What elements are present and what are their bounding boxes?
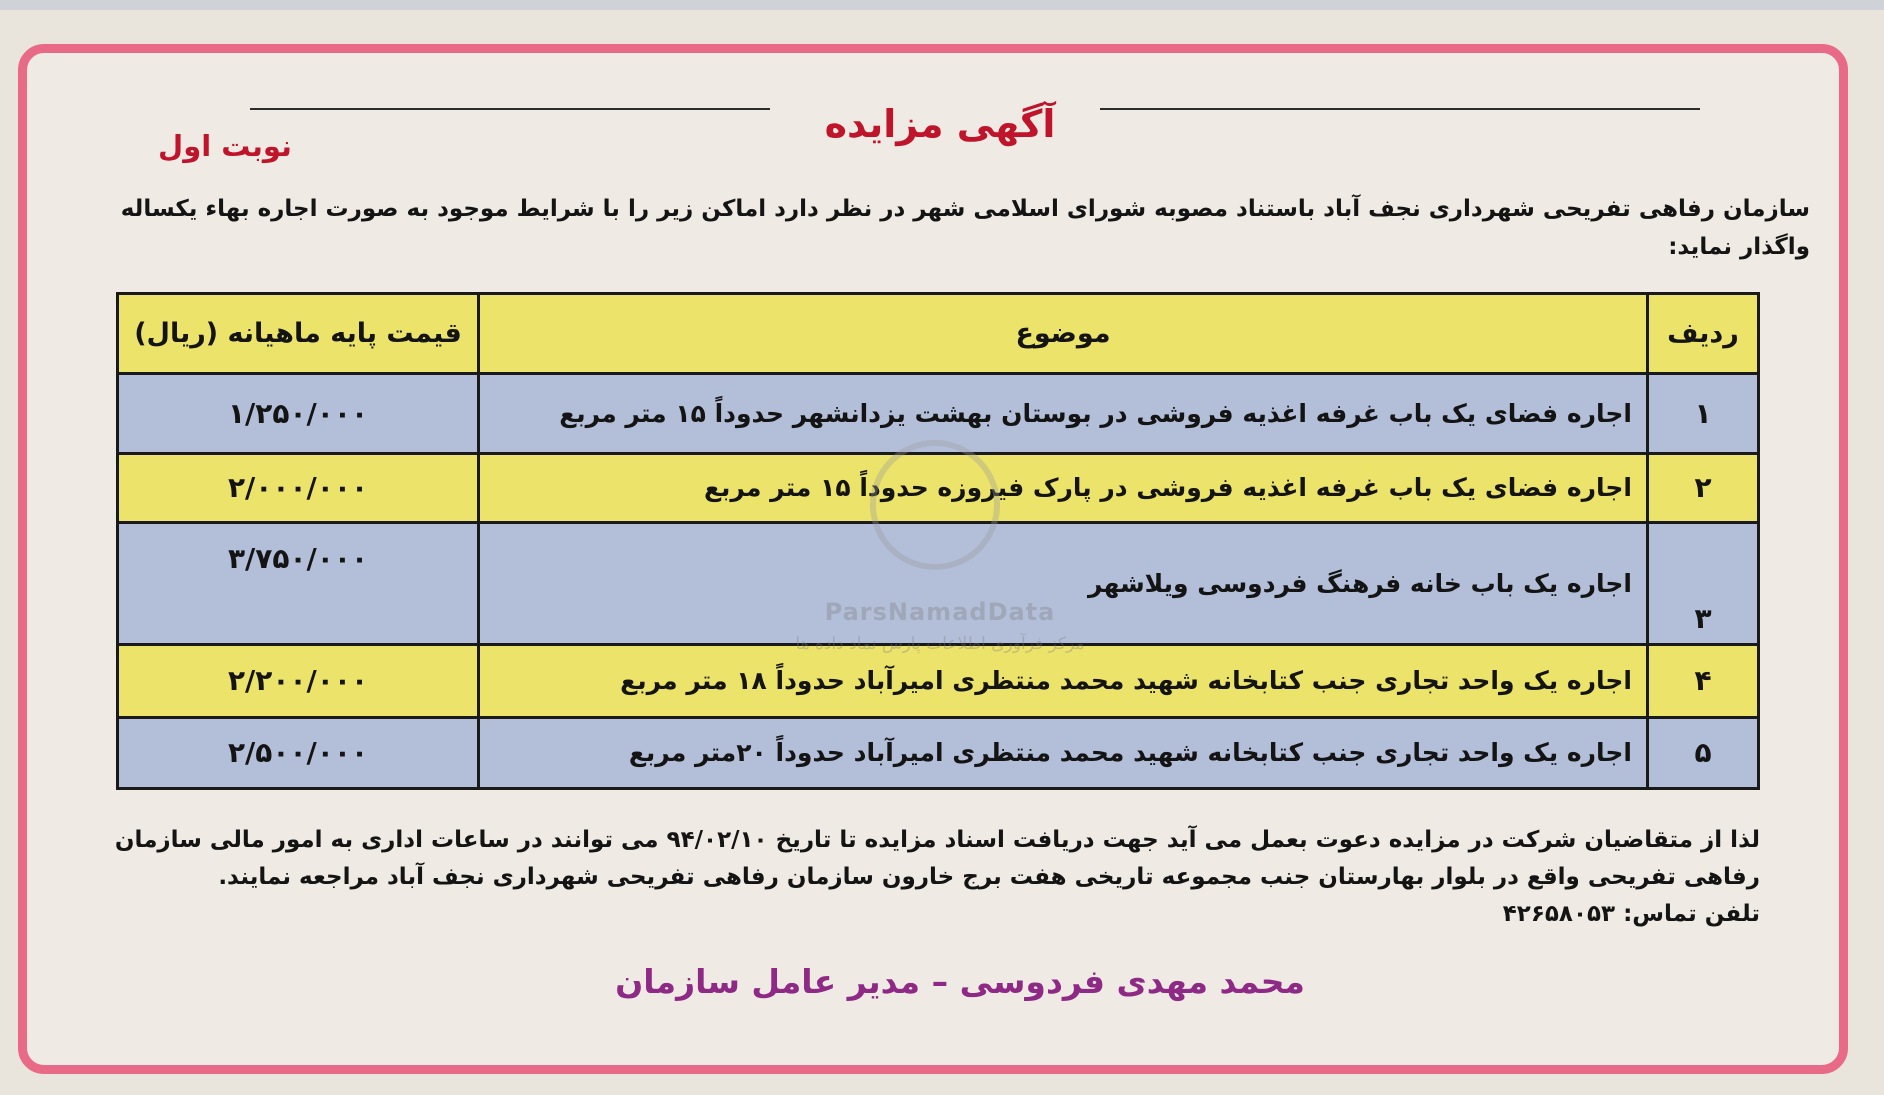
row-price: ۱/۲۵۰/۰۰۰ — [118, 374, 479, 453]
table-row — [118, 644, 1759, 717]
row-subject: اجاره یک واحد تجاری جنب کتابخانه شهید محمد منتظری امیرآباد حدوداً ۱۸ متر مربع — [479, 644, 1648, 717]
table-row — [118, 717, 1759, 788]
table-row — [118, 374, 1759, 453]
table-header-row — [118, 294, 1759, 374]
round-label: نوبت اول — [158, 129, 292, 163]
row-number: ۱ — [1648, 374, 1759, 453]
row-subject: اجاره یک باب خانه فرهنگ فردوسی ویلاشهر — [479, 522, 1648, 644]
row-subject: اجاره فضای یک باب غرفه اغذیه فروشی در بوستان بهشت یزدانشهر حدوداً ۱۵ متر مربع — [479, 374, 1648, 453]
header-row-number: ردیف — [1648, 294, 1759, 374]
row-price: ۲/۲۰۰/۰۰۰ — [118, 644, 479, 717]
row-price: ۳/۷۵۰/۰۰۰ — [118, 522, 479, 644]
auction-table — [116, 292, 1760, 790]
row-subject: اجاره یک واحد تجاری جنب کتابخانه شهید محمد منتظری امیرآباد حدوداً ۲۰متر مربع — [479, 717, 1648, 788]
signature: محمد مهدی فردوسی – مدیر عامل سازمان — [615, 962, 1305, 1001]
watermark-subtext: مرکز فرآوری اطلاعات پارس نماد داده ها — [795, 634, 1085, 654]
table-row — [118, 453, 1759, 522]
header-divider-left — [250, 108, 770, 110]
footer-text: لذا از متقاضیان شرکت در مزایده دعوت بعمل می آید جهت دریافت اسناد مزایده تا تاریخ ۹۴/۰۲/۱۰ می توانند در ساعات اداری به امور مالی سازمان رفاهی تفریحی واقع در بلوار بهارستان جنب مجموعه تاریخی هفت برج خارون سازمان رفاهی تفریحی شهرداری نجف آباد مراجعه نمایند. — [114, 827, 1760, 890]
row-price: ۲/۰۰۰/۰۰۰ — [118, 453, 479, 522]
intro-paragraph: سازمان رفاهی تفریحی شهرداری نجف آباد باستناد مصوبه شورای اسلامی شهر در نظر دارد اماکن زیر را با شرایط موجود به صورت اجاره بهاء یکساله واگذار نماید: — [120, 196, 1810, 260]
row-number: ۵ — [1648, 717, 1759, 788]
table-row — [118, 522, 1759, 644]
header-divider-right — [1100, 108, 1700, 110]
notice-title: آگهی مزایده — [824, 102, 1056, 146]
watermark-text: ParsNamadData — [824, 598, 1056, 626]
contact-phone: تلفن تماس: ۴۲۶۵۸۰۵۳ — [1502, 901, 1760, 927]
header-price: قیمت پایه ماهیانه (ریال) — [118, 294, 479, 374]
row-number: ۴ — [1648, 644, 1759, 717]
top-strip — [0, 0, 1884, 10]
row-number: ۲ — [1648, 453, 1759, 522]
row-price: ۲/۵۰۰/۰۰۰ — [118, 717, 479, 788]
footer-paragraph — [110, 822, 1760, 933]
row-subject: اجاره فضای یک باب غرفه اغذیه فروشی در پارک فیروزه حدوداً ۱۵ متر مربع — [479, 453, 1648, 522]
header-subject: موضوع — [479, 294, 1648, 374]
row-number: ۳ — [1648, 522, 1759, 644]
